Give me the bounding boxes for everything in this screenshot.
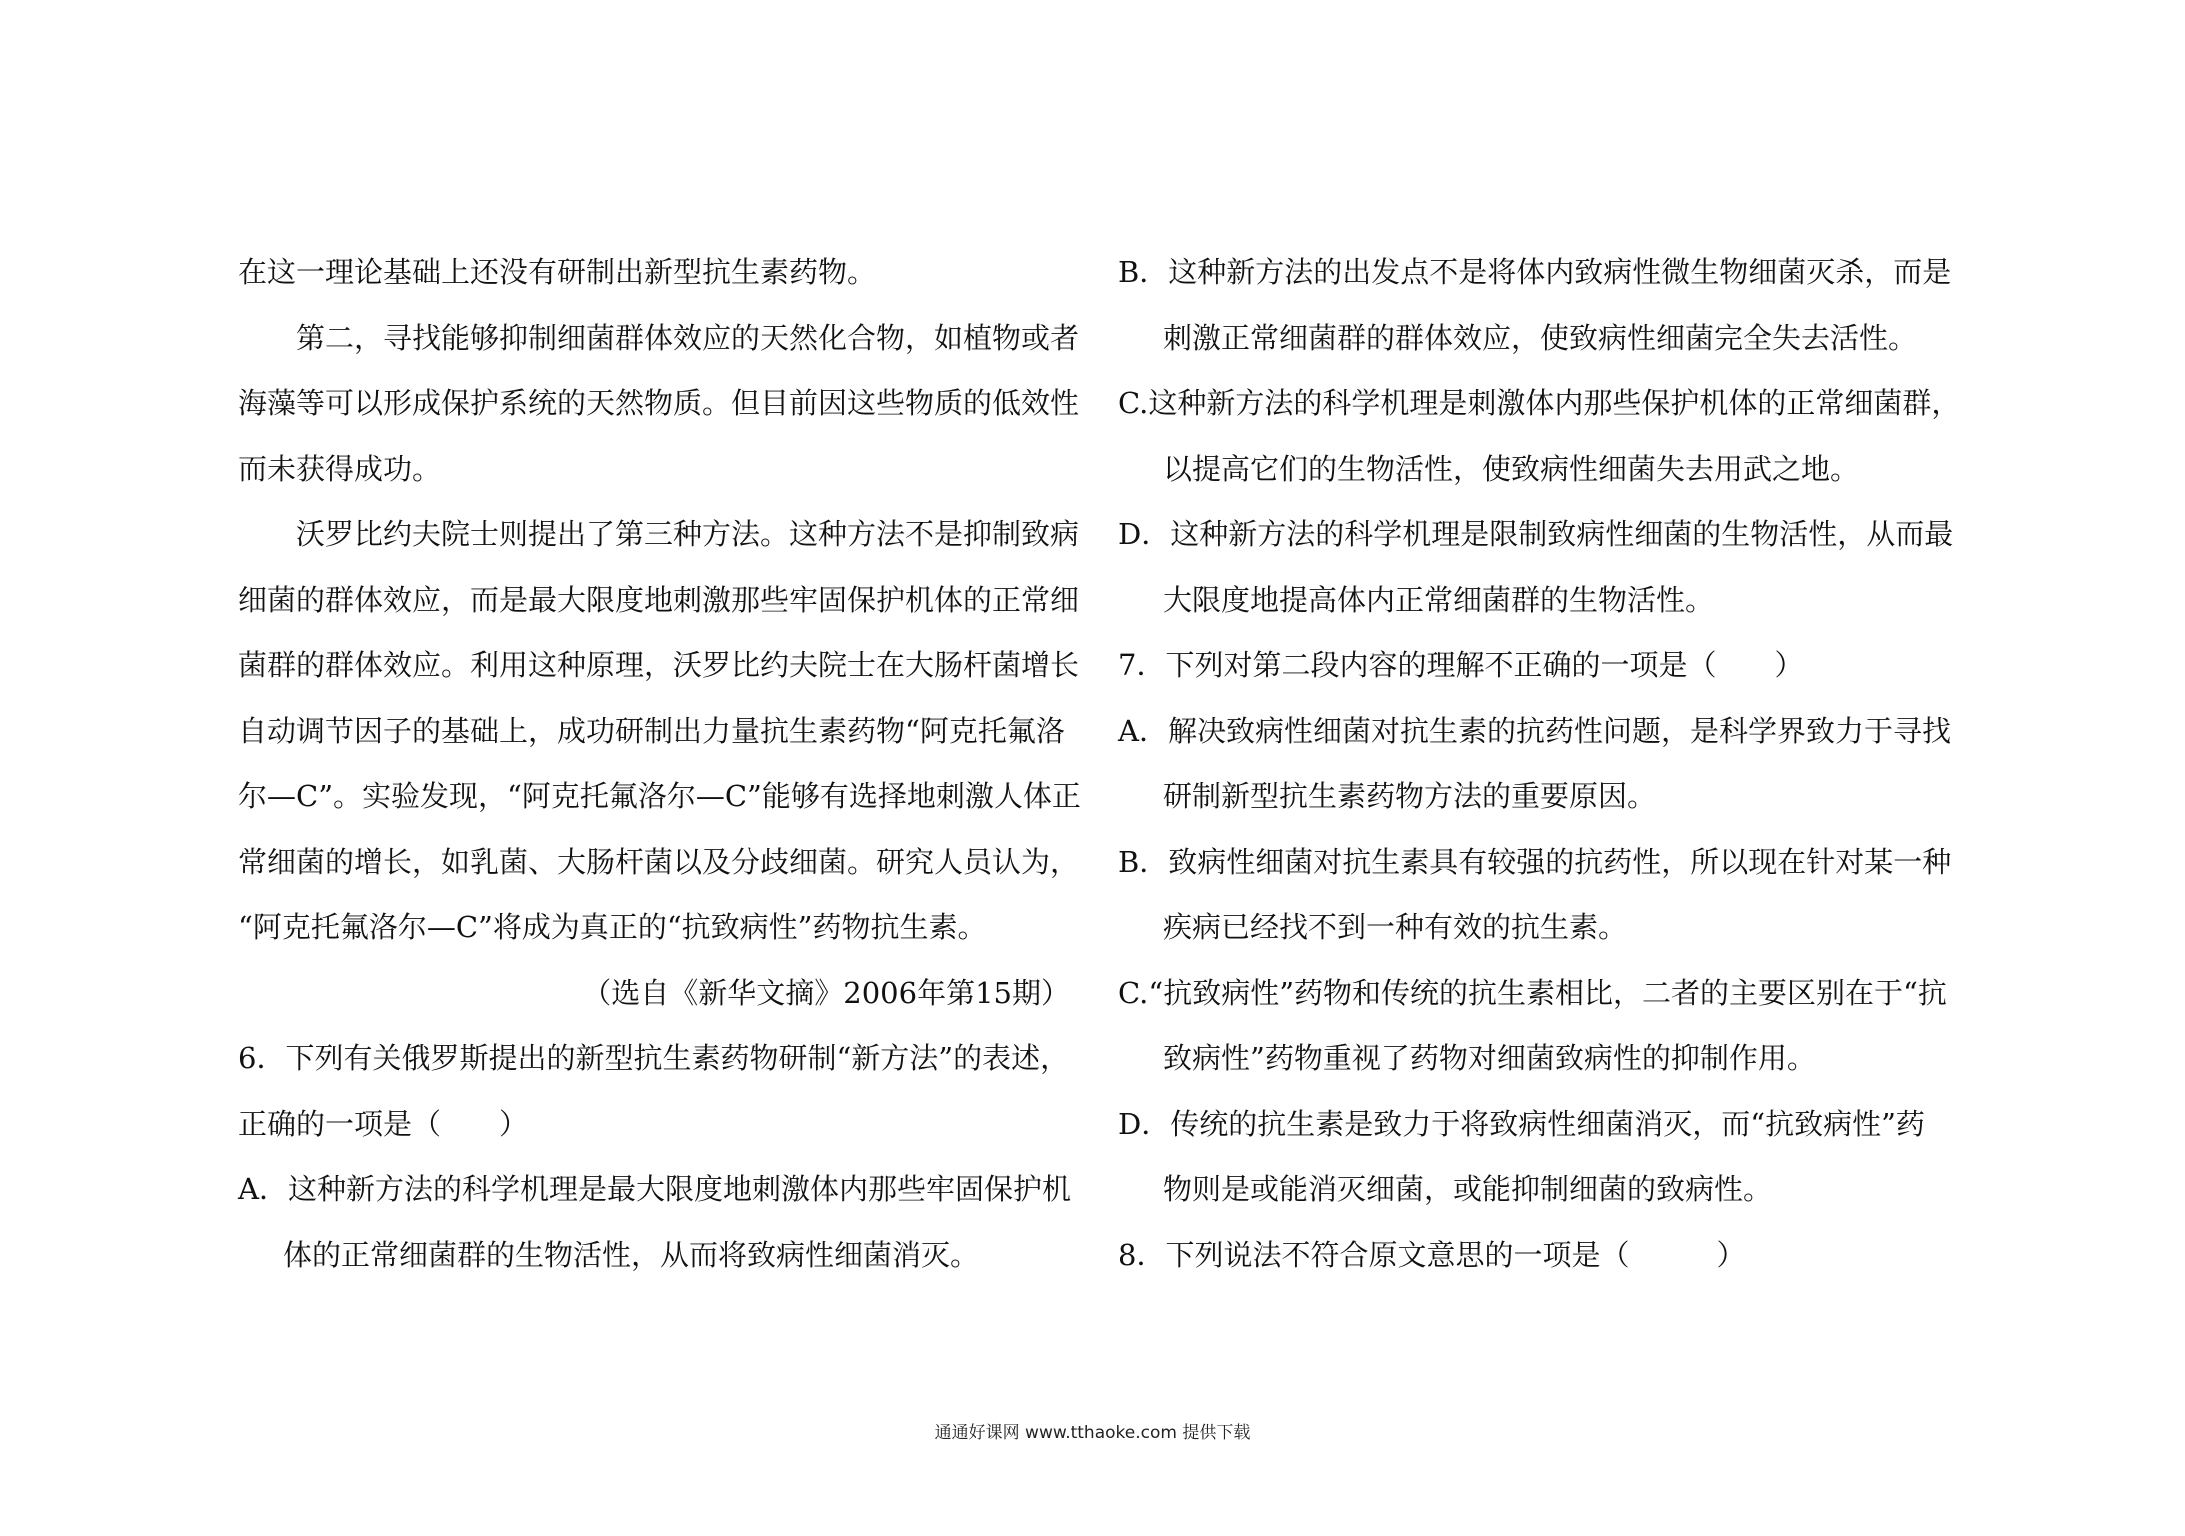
option-line: B．致病性细菌对抗生素具有较强的抗药性，所以现在针对某一种	[1118, 844, 1952, 879]
option-line: A．这种新方法的科学机理是最大限度地刺激体内那些牢固保护机	[238, 1172, 1071, 1206]
option-c	[1118, 371, 1978, 502]
option-a	[238, 1157, 1088, 1288]
option-b	[1118, 240, 1978, 371]
option-b	[1118, 830, 1978, 961]
text-line: “阿克托氟洛尔—C”将成为真正的“抗致病性”药物抗生素。	[238, 910, 987, 944]
option-line: D．传统的抗生素是致力于将致病性细菌消灭，而“抗致病性”药	[1118, 1106, 1925, 1141]
text-line: 常细菌的增长，如乳菌、大肠杆菌以及分歧细菌。研究人员认为，	[238, 844, 1080, 879]
text-line: 细菌的群体效应，而是最大限度地刺激那些牢固保护机体的正常细	[238, 582, 1080, 617]
option-d	[1118, 1092, 1978, 1223]
option-line: B．这种新方法的出发点不是将体内致病性微生物细菌灭杀，而是	[1118, 255, 1952, 289]
text-line: 第二，寻找能够抑制细菌群体效应的天然化合物，如植物或者	[296, 320, 1080, 355]
paragraph-continuation	[238, 240, 1088, 306]
text-line: 尔—C”。实验发现，“阿克托氟洛尔—C”能够有选择地刺激人体正	[238, 779, 1081, 813]
option-line: 大限度地提高体内正常细菌群的生物活性。	[1163, 582, 1715, 617]
option-line: C.“抗致病性”药物和传统的抗生素相比，二者的主要区别在于“抗	[1118, 975, 1947, 1010]
question-stem-line: 正确的一项是（ ）	[238, 1106, 529, 1141]
question-stem-line: 8．下列说法不符合原文意思的一项是（ ）	[1118, 1237, 1746, 1272]
option-c	[1118, 961, 1978, 1092]
question-7	[1118, 633, 1978, 1223]
option-line: D．这种新方法的科学机理是限制致病性细菌的生物活性，从而最	[1118, 517, 1954, 551]
paragraph-second-method	[238, 306, 1088, 503]
source-citation: （选自《新华文摘》2006年第15期）	[582, 975, 1070, 1010]
text-line: 海藻等可以形成保护系统的天然物质。但目前因这些物质的低效性	[238, 386, 1080, 420]
text-line: 自动调节因子的基础上，成功研制出力量抗生素药物“阿克托氟洛	[238, 713, 1065, 748]
question-stem-line: 7．下列对第二段内容的理解不正确的一项是（ ）	[1118, 648, 1804, 682]
option-line: 致病性”药物重视了药物对细菌致病性的抑制作用。	[1163, 1041, 1816, 1075]
option-line: A．解决致病性细菌对抗生素的抗药性问题，是科学界致力于寻找	[1118, 713, 1951, 748]
question-8	[1118, 1223, 1978, 1289]
option-line: 研制新型抗生素药物方法的重要原因。	[1163, 779, 1657, 813]
question-stem-line: 6．下列有关俄罗斯提出的新型抗生素药物研制“新方法”的表述，	[238, 1041, 1070, 1075]
text-line: 在这一理论基础上还没有研制出新型抗生素药物。	[238, 255, 877, 289]
option-line: 体的正常细菌群的生物活性，从而将致病性细菌消灭。	[283, 1237, 980, 1272]
left-column	[238, 240, 1088, 1288]
text-line: 而未获得成功。	[238, 451, 442, 486]
option-a	[1118, 699, 1978, 830]
option-line: 物则是或能消灭细菌，或能抑制细菌的致病性。	[1163, 1172, 1773, 1206]
text-line: 沃罗比约夫院士则提出了第三种方法。这种方法不是抑制致病	[296, 517, 1080, 551]
text-line: 菌群的群体效应。利用这种原理，沃罗比约夫院士在大肠杆菌增长	[238, 648, 1080, 682]
option-d	[1118, 502, 1978, 633]
option-line: 以提高它们的生物活性，使致病性细菌失去用武之地。	[1163, 451, 1860, 486]
question-6	[238, 1026, 1088, 1288]
option-line: 疾病已经找不到一种有效的抗生素。	[1163, 910, 1628, 944]
paragraph-third-method	[238, 502, 1088, 961]
option-line: 刺激正常细菌群的群体效应，使致病性细菌完全失去活性。	[1163, 320, 1918, 355]
right-column	[1118, 240, 1978, 1288]
option-line: C.这种新方法的科学机理是刺激体内那些保护机体的正常细菌群，	[1118, 386, 1961, 420]
footer-watermark: 通通好课网 www.tthaoke.com 提供下载	[934, 1423, 1251, 1443]
